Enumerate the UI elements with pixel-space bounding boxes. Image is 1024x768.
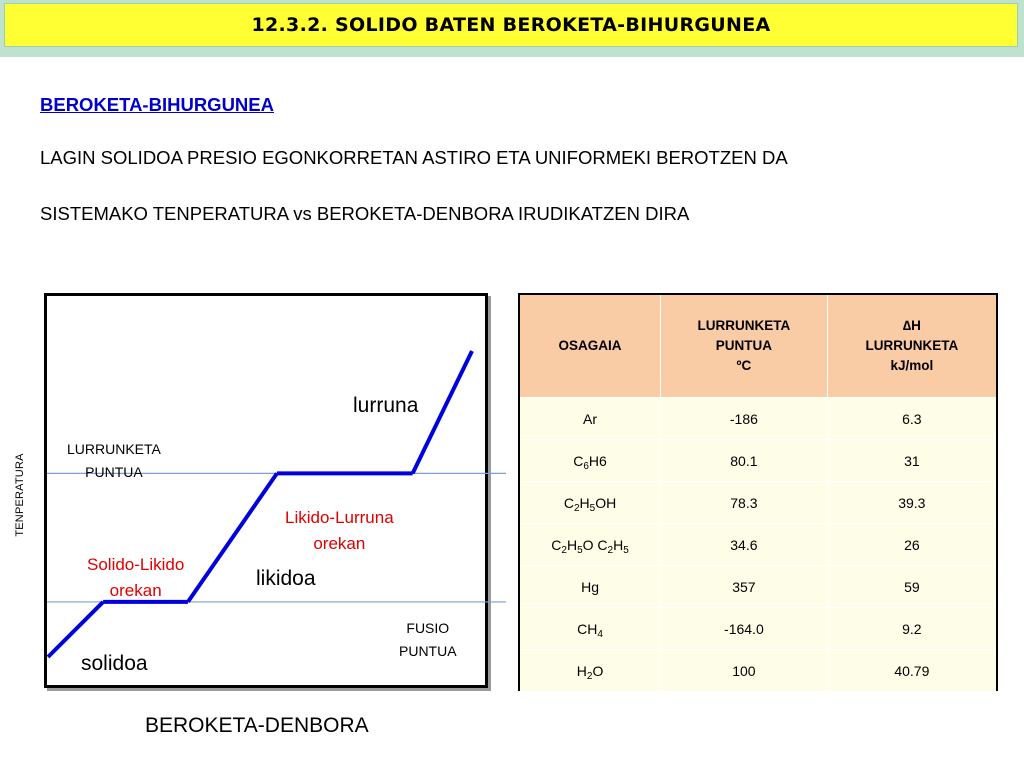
intro-line-2: SISTEMAKO TENPERATURA vs BEROKETA-DENBORA IRUDIKATZEN DIRA: [40, 203, 690, 224]
formula-text: Ar: [583, 410, 598, 427]
delta-h-cell: 31: [827, 440, 996, 482]
compound-cell: [520, 566, 661, 608]
boiling-point-cell: -164.0: [661, 608, 828, 650]
table-row: [520, 398, 996, 440]
boiling-point-cell: 357: [661, 566, 828, 608]
header-boiling-point: [661, 295, 828, 398]
formula-text: C: [563, 494, 574, 511]
boiling-point-label-line1: LURRUNKETA: [67, 441, 161, 457]
heating-curve-segment: [413, 351, 472, 473]
melting-point-label-line2: PUNTUA: [399, 643, 457, 659]
solid-liquid-label-line2: orekan: [109, 581, 162, 600]
phase-vapor-label: lurruna: [353, 394, 419, 417]
formula-text: C: [551, 536, 562, 553]
boiling-point-cell: 34.6: [661, 524, 828, 566]
header-delta-h: [827, 295, 996, 398]
compound-cell: [520, 440, 661, 482]
intro-line-1: LAGIN SOLIDOA PRESIO EGONKORRETAN ASTIRO ETA UNIFORMEKI BEROTZEN DA: [40, 147, 788, 168]
solid-liquid-equilibrium-label: [87, 552, 184, 604]
liquid-vapor-equilibrium-label: [285, 505, 394, 557]
boiling-point-label: [67, 438, 161, 484]
header-line: LURRUNKETA: [697, 318, 791, 333]
table-row: [520, 608, 996, 650]
header-line: PUNTUA: [715, 338, 773, 353]
y-axis-label: TENPERATURA: [14, 453, 26, 537]
formula-text: H: [576, 662, 587, 679]
heating-curve-diagram: [44, 293, 488, 688]
formula-subscript: 4: [597, 628, 603, 640]
section-subheading: BEROKETA-BIHURGUNEA: [40, 94, 274, 115]
formula-subscript: 5: [577, 544, 583, 556]
header-line: LURRUNKETA: [865, 338, 959, 353]
formula-text: Hg: [581, 578, 599, 595]
boiling-point-cell: 100: [661, 650, 828, 692]
phase-solid-label: solidoa: [81, 652, 148, 675]
delta-h-cell: 39.3: [827, 482, 996, 524]
phase-liquid-label: likidoa: [256, 567, 316, 590]
formula-text: OH: [595, 494, 617, 511]
vaporization-table: [518, 293, 998, 691]
compound-cell: [520, 482, 661, 524]
table-row: [520, 524, 996, 566]
formula-text: O C: [582, 536, 608, 553]
header-line: ∆H: [902, 318, 921, 333]
formula-text: H: [613, 536, 624, 553]
compound-cell: [520, 650, 661, 692]
header-line: OSAGAIA: [558, 338, 622, 353]
table-row: [520, 650, 996, 692]
x-axis-label: BEROKETA-DENBORA: [145, 714, 369, 737]
boiling-point-cell: 80.1: [661, 440, 828, 482]
compound-cell: [520, 398, 661, 440]
formula-text: CH: [577, 620, 598, 637]
table-row: [520, 482, 996, 524]
solid-liquid-label-line1: Solido-Likido: [87, 555, 185, 574]
melting-point-label-line1: FUSIO: [406, 620, 450, 636]
vaporization-data-table: [520, 295, 996, 691]
formula-text: O: [592, 662, 604, 679]
formula-subscript: 2: [561, 544, 567, 556]
table-header-row: [520, 295, 996, 398]
boiling-point-cell: 78.3: [661, 482, 828, 524]
delta-h-cell: 9.2: [827, 608, 996, 650]
formula-subscript: 2: [586, 670, 593, 682]
formula-text: H: [566, 536, 578, 553]
compound-cell: [520, 608, 661, 650]
boiling-point-cell: -186: [661, 398, 828, 440]
melting-point-label: [399, 617, 457, 663]
boiling-point-label-line2: PUNTUA: [85, 464, 143, 480]
table-row: [520, 440, 996, 482]
formula-subscript: 2: [607, 544, 614, 556]
table-body: [520, 398, 996, 692]
header-line: kJ/mol: [890, 358, 934, 373]
formula-subscript: 5: [623, 544, 629, 556]
delta-h-cell: 26: [827, 524, 996, 566]
heating-curve-segment: [48, 602, 103, 657]
header-compound: [520, 295, 661, 398]
title-banner: [0, 0, 1024, 57]
formula-subscript: 2: [573, 502, 580, 514]
formula-subscript: 6: [583, 460, 589, 472]
delta-h-cell: 6.3: [827, 398, 996, 440]
formula-text: H6: [588, 452, 607, 469]
liquid-vapor-label-line1: Likido-Lurruna: [285, 508, 394, 527]
compound-cell: [520, 524, 661, 566]
page-title: 12.3.2. SOLIDO BATEN BEROKETA-BIHURGUNEA: [4, 3, 1018, 47]
delta-h-cell: 59: [827, 566, 996, 608]
header-line: ºC: [736, 358, 752, 373]
formula-text: H: [579, 494, 590, 511]
delta-h-cell: 40.79: [827, 650, 996, 692]
liquid-vapor-label-line2: orekan: [313, 534, 366, 553]
formula-text: C: [573, 452, 584, 469]
formula-subscript: 5: [589, 502, 596, 514]
table-row: [520, 566, 996, 608]
